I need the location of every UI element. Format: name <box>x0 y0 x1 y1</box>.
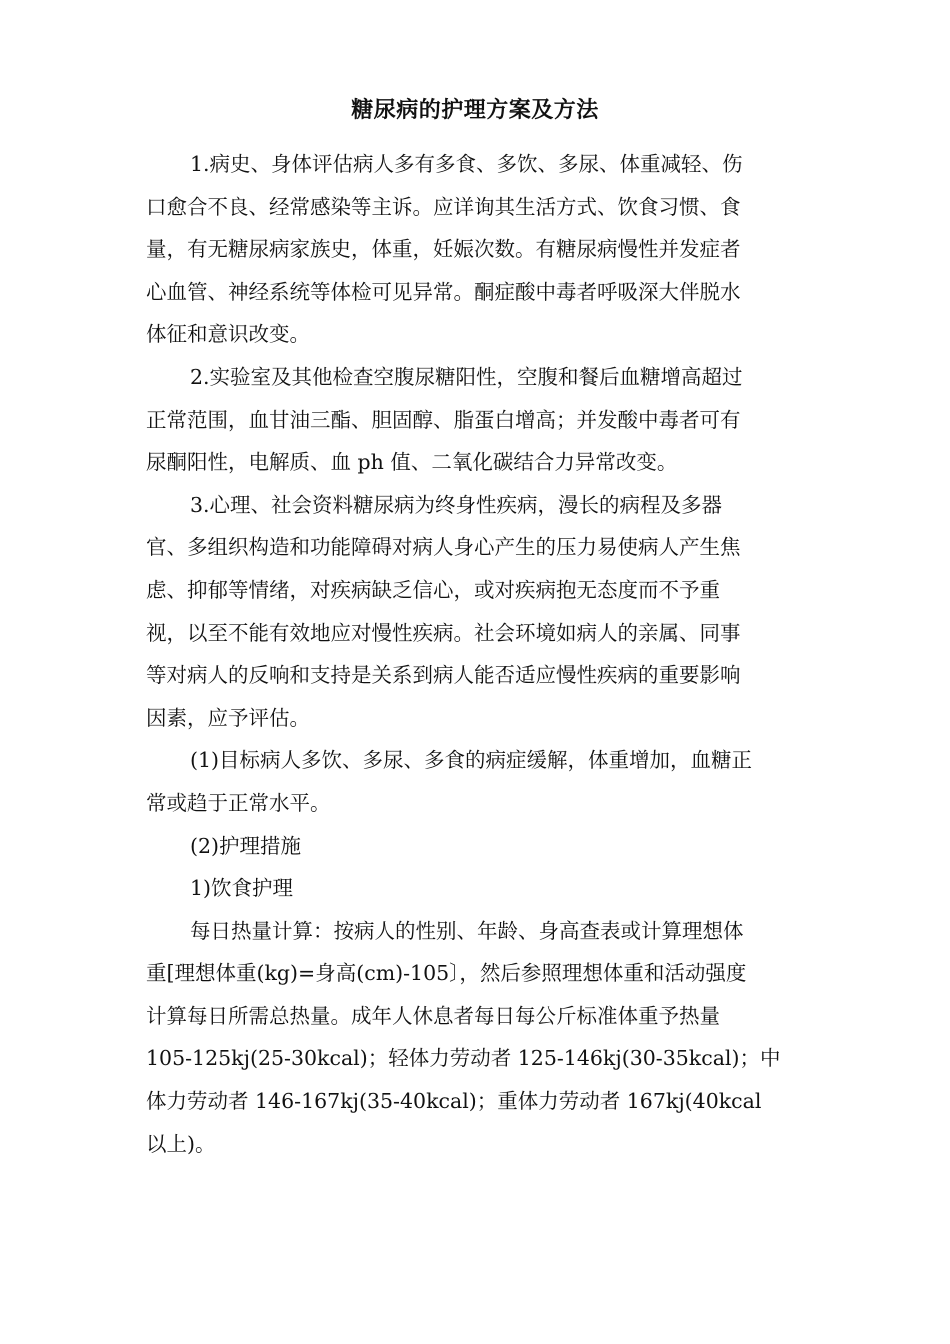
text-line: (2)护理措施 <box>190 833 302 858</box>
text-line: 口愈合不良、经常感染等主诉。应详询其生活方式、饮食习惯、食 <box>146 194 741 219</box>
text-line: 以上)。 <box>146 1131 216 1156</box>
text-line: 正常范围，血甘油三酯、胆固醇、脂蛋白增高；并发酸中毒者可有 <box>146 407 741 432</box>
text-line: 视，以至不能有效地应对慢性疾病。社会环境如病人的亲属、同事 <box>146 620 741 645</box>
text-line: 2.实验室及其他检查空腹尿糖阳性，空腹和餐后血糖增高超过 <box>190 364 743 389</box>
text-line: 体力劳动者 146-167kj(35-40kcal)；重体力劳动者 167kj(40kcal <box>146 1089 762 1114</box>
text-line: 体征和意识改变。 <box>146 322 310 347</box>
document-body <box>146 143 806 1165</box>
text-line: 等对病人的反响和支持是关系到病人能否适应慢性疾病的重要影响 <box>146 663 741 688</box>
text-line: 重[理想体重(kg)=身高(cm)-105〕，然后参照理想体重和活动强度 <box>146 961 747 986</box>
text-line: 1.病史、身体评估病人多有多食、多饮、多尿、体重减轻、伤 <box>190 152 743 176</box>
text-line: 虑、抑郁等情绪，对疾病缺乏信心，或对疾病抱无态度而不予重 <box>146 577 720 602</box>
text-line: 因素，应予评估。 <box>146 705 310 730</box>
text-line: 量，有无糖尿病家族史，体重，妊娠次数。有糖尿病慢性并发症者 <box>146 237 741 262</box>
text-line: 常或趋于正常水平。 <box>146 790 331 815</box>
text-line: (1)目标病人多饮、多尿、多食的病症缓解，体重增加，血糖正 <box>190 748 753 773</box>
text-line: 3.心理、社会资料糖尿病为终身性疾病，漫长的病程及多器 <box>190 492 723 517</box>
document-title: 糖尿病的护理方案及方法 <box>351 97 599 123</box>
text-line: 105-125kj(25-30kcal)；轻体力劳动者 125-146kj(30-35kcal)；中 <box>146 1046 781 1071</box>
text-line: 心血管、神经系统等体检可见异常。酮症酸中毒者呼吸深大伴脱水 <box>146 279 741 304</box>
text-line: 计算每日所需总热量。成年人休息者每日每公斤标准体重予热量 <box>146 1003 720 1028</box>
text-line: 官、多组织构造和功能障碍对病人身心产生的压力易使病人产生焦 <box>146 535 741 560</box>
text-line: 1)饮食护理 <box>190 876 294 901</box>
text-line: 尿酮阳性，电解质、血 ph 值、二氧化碳结合力异常改变。 <box>146 450 678 475</box>
text-line: 每日热量计算：按病人的性别、年龄、身高查表或计算理想体 <box>190 918 744 943</box>
